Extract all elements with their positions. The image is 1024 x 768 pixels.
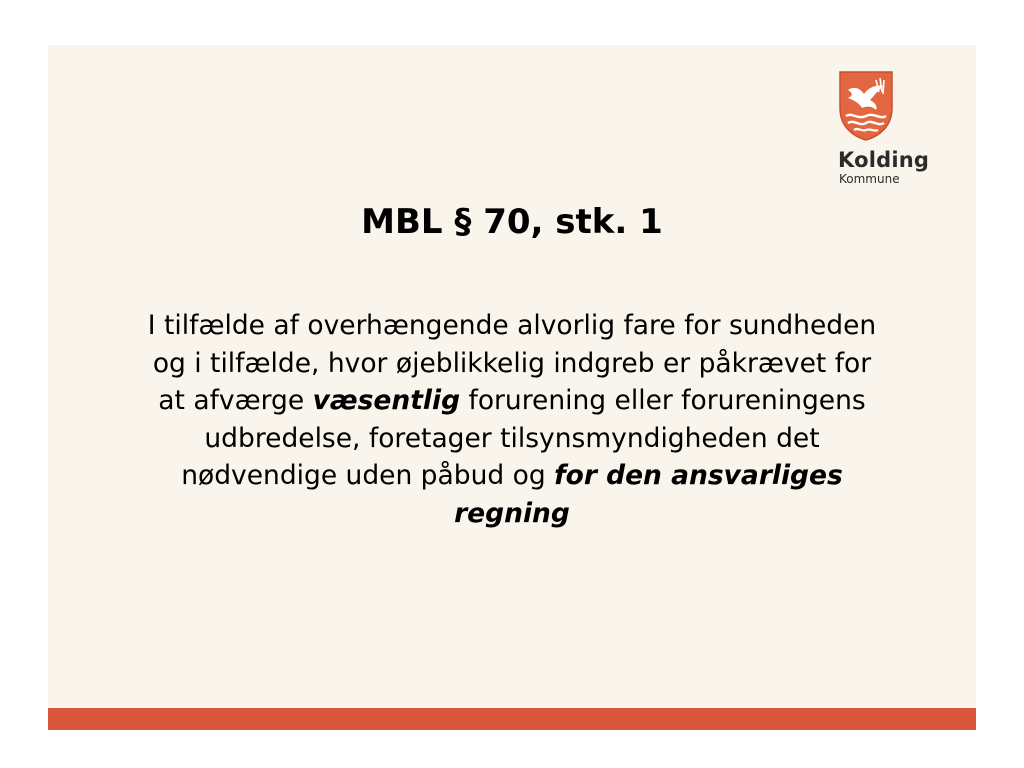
- slide: [48, 45, 976, 730]
- body-text-part-2: forurening eller forureningens udbredelse, foretager tilsynsmyndigheden det nødvendige uden påbud og: [181, 385, 866, 491]
- slide-title: MBL § 70, stk. 1: [361, 202, 663, 242]
- kolding-crest-icon: [838, 70, 894, 142]
- kolding-kommune-logo: [838, 70, 953, 195]
- slide-body-text: [142, 307, 882, 532]
- logo-name: Kolding: [838, 148, 930, 172]
- logo-subtitle: Kommune: [839, 172, 900, 186]
- body-emphasis-2: for den ansvarliges regning: [454, 460, 843, 529]
- body-text-part-1: I tilfælde af overhængende alvorlig fare for sundheden og i tilfælde, hvor øjeblikkelig indgreb er påkrævet for at afværge: [147, 310, 877, 416]
- body-emphasis-1: væsentlig: [312, 385, 461, 416]
- bottom-accent-bar: [48, 708, 976, 730]
